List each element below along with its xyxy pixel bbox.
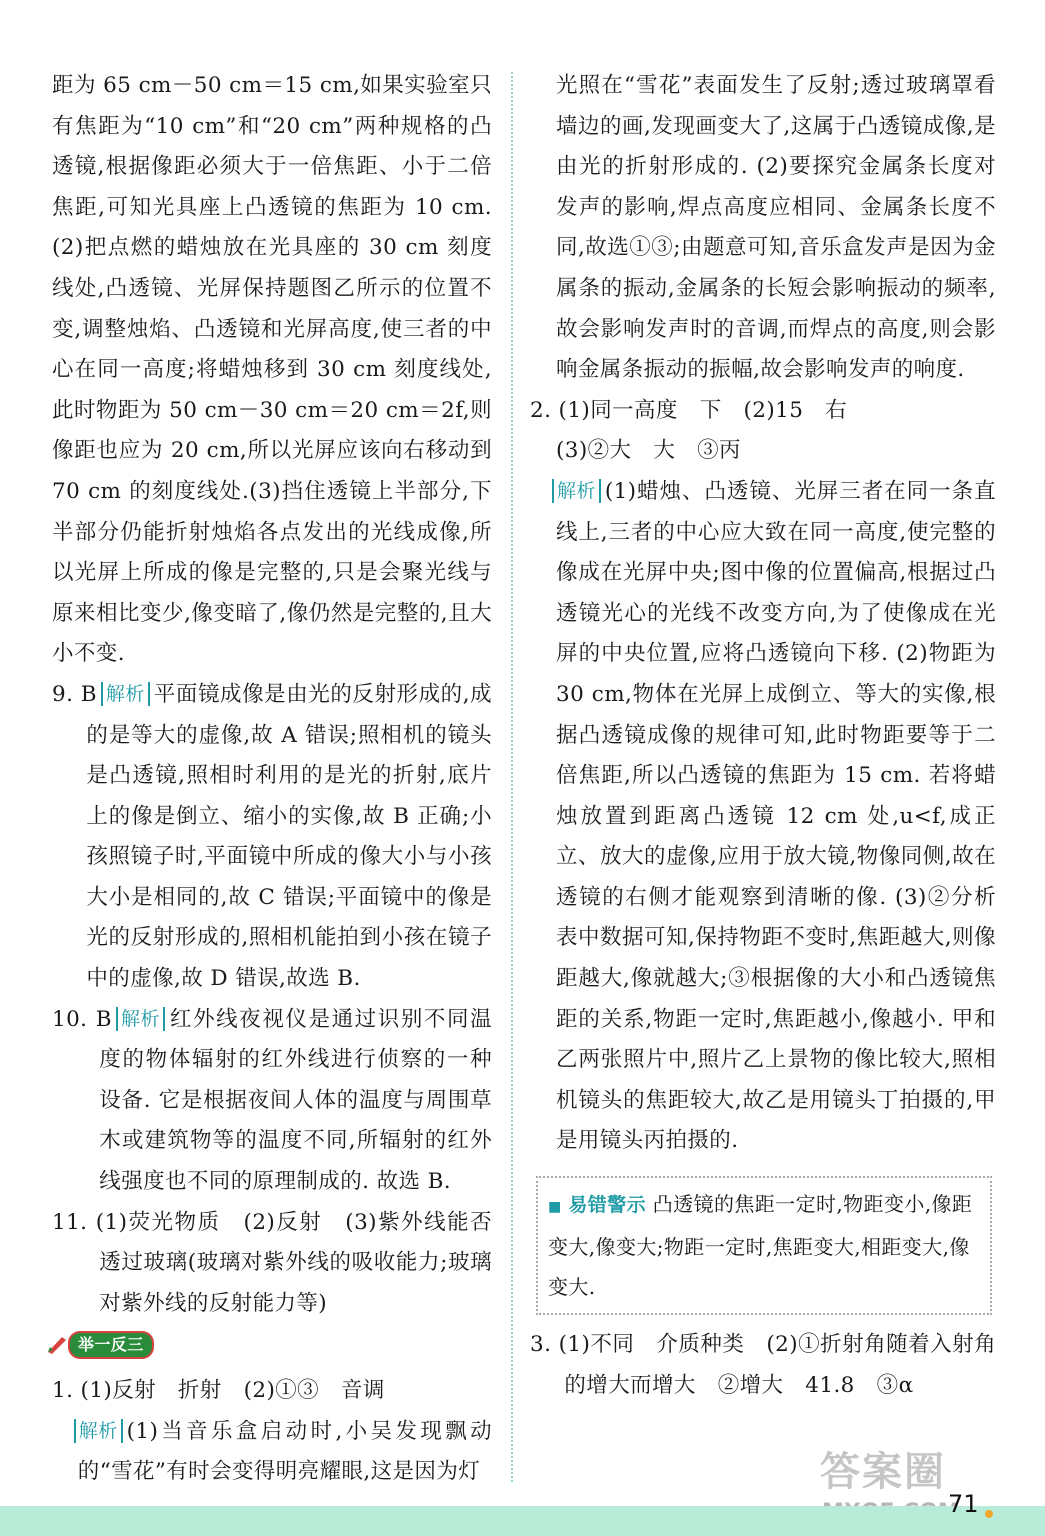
left-column xyxy=(52,66,492,1493)
left-paragraph-continued: 距为 65 cm－50 cm＝15 cm,如果实验室只有焦距为“10 cm”和“20 cm”两种规格的凸透镜,根据像距必须大于一倍焦距、小于二倍焦距,可知光具座上凸透镜的焦距为 10 cm.(2)把点燃的蜡烛放在光具座的 30 cm 刻度线处,凸透镜、光屏保持题图乙所示的位置不变,调整烛焰、凸透镜和光屏高度,使三者的中心在同一高度;将蜡烛移到 30 cm 刻度线处,此时物距为 50 cm－30 cm＝20 cm＝2f,则像距也应为 20 cm,所以光屏应该向右移动到 70 cm 的刻度线处.(3)挡住透镜上半部分,下半部分仍能折射烛焰各点发出的光线成像,所以光屏上所成的像是完整的,只是会聚光线与原来相比变少,像变暗了,像仍然是完整的,且大小不变. xyxy=(52,73,492,667)
analysis-tag: 解析 xyxy=(101,682,150,706)
answer-2-analysis xyxy=(556,472,996,1162)
error-warning-box xyxy=(536,1176,992,1315)
watermark-logo: 答案圈 xyxy=(820,1449,946,1495)
related-answer-1-analysis-text: (1)当音乐盒启动时,小吴发现飘动的“雪花”有时会变得明亮耀眼,这是因为灯 xyxy=(77,1418,492,1485)
right-paragraph-continued: 光照在“雪花”表面发生了反射;透过玻璃罩看墙边的画,发现画变大了,这属于凸透镜成像,是由光的折射形成的. (2)要探究金属条长度对发声的影响,焊点高度应相同、金属条长度不同,故选①③;由题意可知,音乐盒发声是因为金属条的振动,金属条的长短会影响振动的频率,故会影响发声时的音调,而焊点的高度,则会影响金属条振动的振幅,故会影响发声的响度. xyxy=(556,73,996,383)
related-answer-1: 1. (1)反射 折射 (2)①③ 音调 xyxy=(52,1378,385,1403)
column-divider xyxy=(511,72,513,1482)
answer-3: 3. (1)不同 介质种类 (2)①折射角随着入射角的增大而增大 ②增大 41.8 ③α xyxy=(530,1332,996,1398)
analysis-tag: 解析 xyxy=(116,1007,165,1031)
answer-9 xyxy=(52,675,492,1000)
answer-10-number: 10. B xyxy=(52,1006,113,1032)
pencil-icon xyxy=(46,1334,68,1356)
related-answer-1-analysis xyxy=(52,1412,492,1493)
answer-10 xyxy=(52,1000,492,1203)
answer-2-analysis-text: (1)蜡烛、凸透镜、光屏三者在同一条直线上,三者的中心应大致在同一高度,使完整的像成在光屏中央;图中像的位置偏高,根据过凸透镜光心的光线不改变方向,为了使像成在光屏的中央位置,应将凸透镜向下移. (2)物距为 30 cm,物体在光屏上成倒立、等大的实像,根据凸透镜成像的规律可知,此时物距要等于二倍焦距,所以凸透镜的焦距为 15 cm. 若将蜡烛放置到距离凸透镜 12 cm 处,u<f,成正立、放大的虚像,应用于放大镜,物像同侧,故在透镜的右侧才能观察到清晰的像. (3)②分析表中数据可知,保持物距不变时,焦距越大,则像距越大,像就越大;③根据像的大小和凸透镜焦距的关系,物距一定时,焦距越小,像越小. 甲和乙两张照片中,照片乙上景物的像比较大,照相机镜头的焦距较大,故乙是用镜头丁拍摄的,甲是用镜头丙拍摄的. xyxy=(556,478,996,1154)
page-dot-icon xyxy=(985,1510,993,1518)
bullet-icon: ■ xyxy=(548,1199,562,1216)
answer-10-analysis: 红外线夜视仪是通过识别不同温度的物体辐射的红外线进行侦察的一种设备. 它是根据夜间人体的温度与周围草木或建筑物等的温度不同,所辐射的红外线强度也不同的原理制成的. 故选 B. xyxy=(99,1006,492,1195)
analysis-tag: 解析 xyxy=(552,479,601,503)
page-number: 71 xyxy=(948,1490,979,1518)
footer-bar xyxy=(0,1506,1045,1536)
answer-11: 11. (1)荧光物质 (2)反射 (3)紫外线能否透过玻璃(玻璃对紫外线的吸收能力;玻璃对紫外线的反射能力等) xyxy=(52,1209,492,1316)
section-badge xyxy=(46,1330,154,1360)
analysis-tag: 解析 xyxy=(74,1419,123,1443)
answer-9-analysis: 平面镜成像是由光的反射形成的,成的是等大的虚像,故 A 错误;照相机的镜头是凸透镜,照相时利用的是光的折射,底片上的像是倒立、缩小的实像,故 B 正确;小孩照镜子时,平面镜中所成的像大小与小孩大小是相同的,故 C 错误;平面镜中的像是光的反射形成的,照相机能拍到小孩在镜子中的虚像,故 D 错误,故选 B. xyxy=(86,681,492,992)
error-warning-text: 凸透镜的焦距一定时,物距变小,像距变大,像变大;物距一定时,焦距变大,相距变大,像变大. xyxy=(548,1192,973,1300)
error-warning-label: 易错警示 xyxy=(568,1194,647,1217)
answer-9-number: 9. B xyxy=(52,681,97,707)
right-column xyxy=(530,66,996,1406)
answer-2: 2. (1)同一高度 下 (2)15 右 xyxy=(530,397,848,423)
answer-2-part3: (3)②大 大 ③丙 xyxy=(556,438,741,464)
section-badge-label: 举一反三 xyxy=(68,1331,154,1359)
